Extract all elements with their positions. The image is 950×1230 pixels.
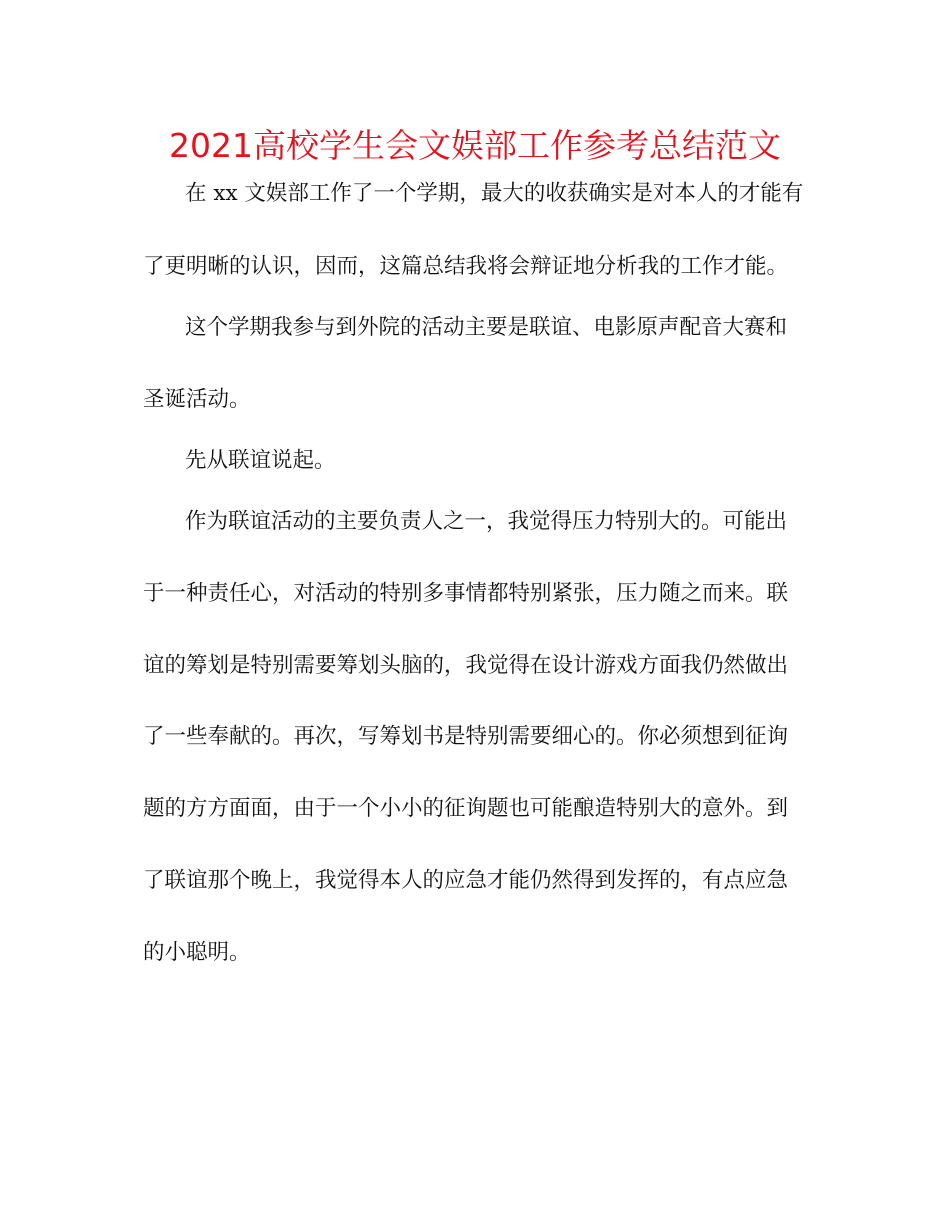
paragraph-2-line-2: 圣诞活动。 — [143, 387, 251, 412]
paragraph-2-line-1: 这个学期我参与到外院的活动主要是联谊、电影原声配音大赛和 — [185, 315, 788, 340]
paragraph-4-line-1: 作为联谊活动的主要负责人之一，我觉得压力特别大的。可能出 — [185, 509, 788, 534]
paragraph-4-line-4: 了一些奉献的。再次，写筹划书是特别需要细心的。你必须想到征询 — [143, 724, 789, 749]
paragraph-3-line-1: 先从联谊说起。 — [185, 448, 336, 473]
paragraph-1-line-1: 在 xx 文娱部工作了一个学期，最大的收获确实是对本人的才能有 — [185, 181, 804, 206]
document-title: 2021高校学生会文娱部工作参考总结范文 — [169, 126, 781, 165]
paragraph-1-line-2: 了更明晰的认识，因而，这篇总结我将会辩证地分析我的工作才能。 — [143, 254, 789, 279]
paragraph-4-line-2: 于一种责任心，对活动的特别多事情都特别紧张，压力随之而来。联 — [143, 581, 789, 606]
paragraph-4-line-3: 谊的筹划是特别需要筹划头脑的，我觉得在设计游戏方面我仍然做出 — [143, 653, 789, 678]
paragraph-4-line-6: 了联谊那个晚上，我觉得本人的应急才能仍然得到发挥的，有点应急 — [143, 868, 789, 893]
paragraph-4-line-5: 题的方方面面，由于一个小小的征询题也可能酿造特别大的意外。到 — [143, 796, 789, 821]
paragraph-4-line-7: 的小聪明。 — [143, 940, 251, 965]
